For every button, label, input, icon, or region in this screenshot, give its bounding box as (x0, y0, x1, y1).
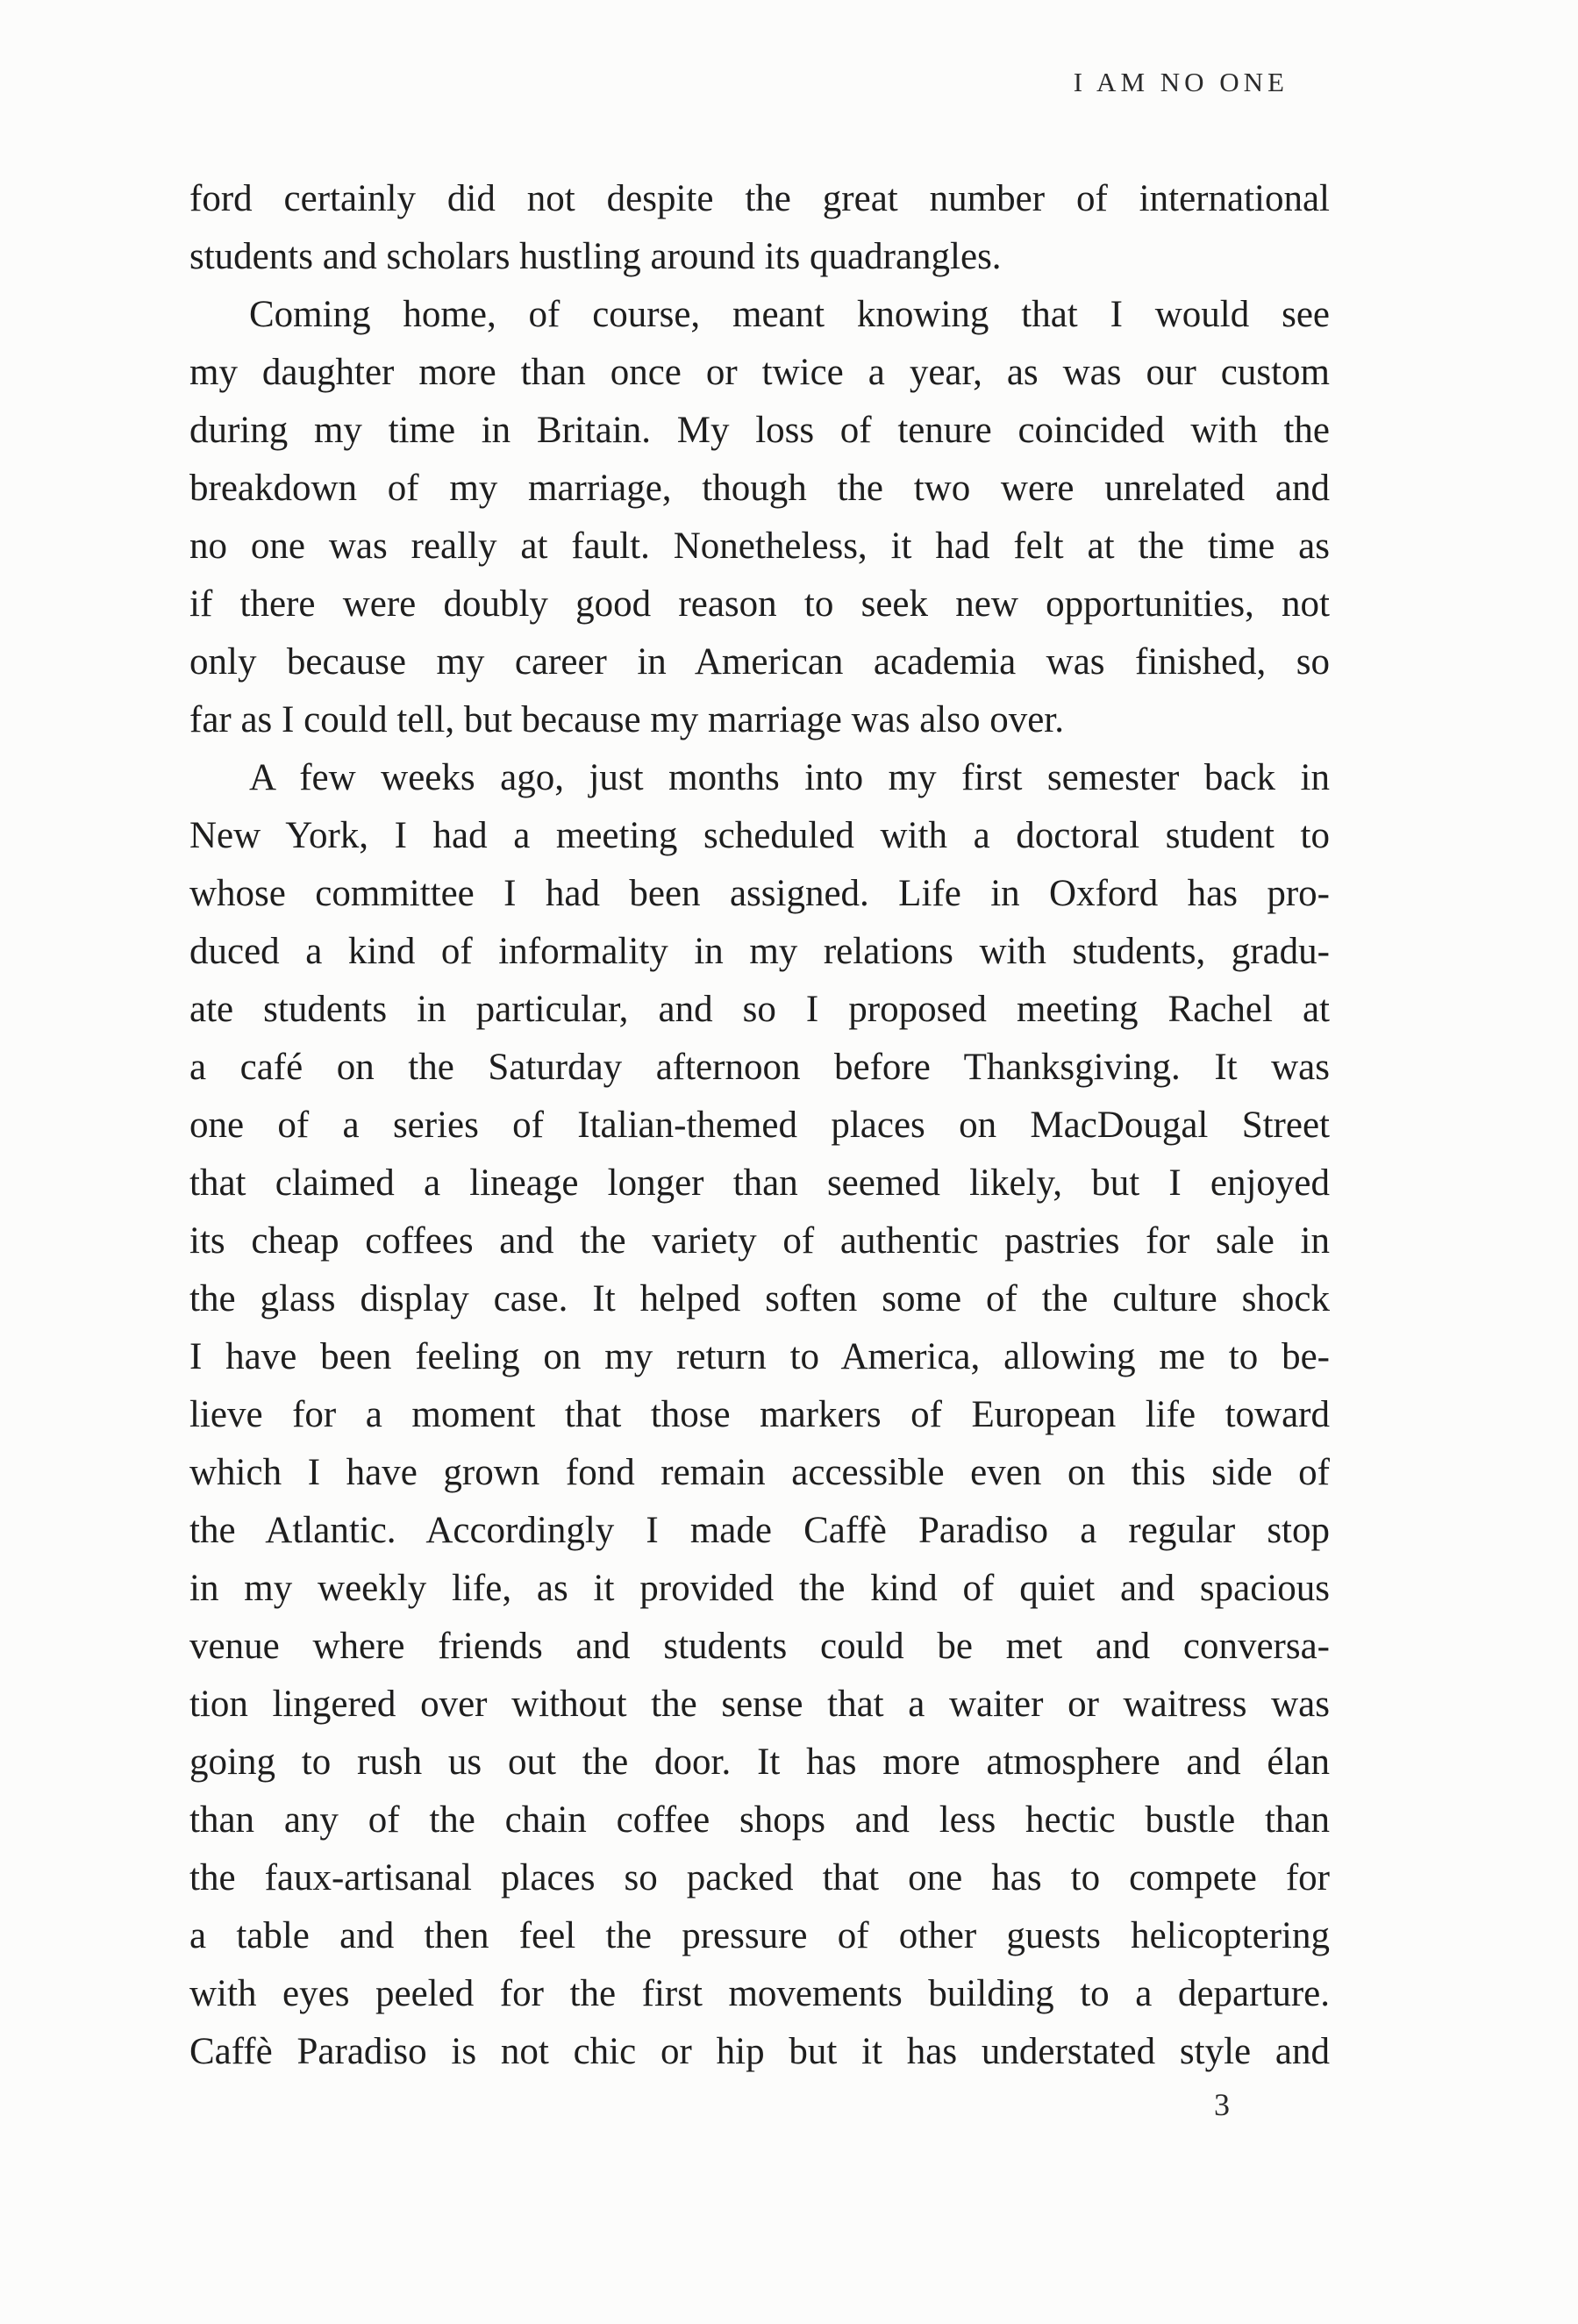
text-line: far as I could tell, but because my marriage was also over. (189, 699, 1064, 740)
text-line: breakdown of my marriage, though the two were unrelated and (189, 468, 1330, 509)
text-line: during my time in Britain. My loss of tenure coincided with the (189, 410, 1330, 451)
text-line: A few weeks ago, just months into my first semester back in (249, 757, 1330, 798)
text-line: in my weekly life, as it provided the kind of quiet and spacious (189, 1568, 1330, 1609)
text-line: if there were doubly good reason to seek new opportunities, not (189, 583, 1330, 625)
page-number: 3 (1214, 2087, 1230, 2122)
text-line: ate students in particular, and so I proposed meeting Rachel at (189, 989, 1330, 1030)
text-line: students and scholars hustling around its quadrangles. (189, 236, 1002, 277)
text-line: the glass display case. It helped soften some of the culture shock (189, 1278, 1330, 1319)
text-line: only because my career in American academia was finished, so (189, 641, 1330, 683)
text-line: a café on the Saturday afternoon before Thanksgiving. It was (189, 1047, 1330, 1088)
running-head: I AM NO ONE (1073, 67, 1289, 97)
text-line: than any of the chain coffee shops and less hectic bustle than (189, 1799, 1330, 1841)
text-line: whose committee I had been assigned. Life in Oxford has pro- (189, 873, 1330, 914)
text-line: Coming home, of course, meant knowing that I would see (249, 294, 1330, 335)
text-line: ford certainly did not despite the great number of international (189, 178, 1330, 219)
text-line: lieve for a moment that those markers of European life toward (189, 1394, 1330, 1435)
text-line: venue where friends and students could be met and conversa- (189, 1626, 1330, 1667)
text-line: a table and then feel the pressure of other guests helicoptering (189, 1915, 1330, 1956)
text-line: I have been feeling on my return to America, allowing me to be- (189, 1336, 1330, 1377)
text-line: duced a kind of informality in my relations with students, gradu- (189, 931, 1330, 972)
text-line: that claimed a lineage longer than seemed likely, but I enjoyed (189, 1162, 1330, 1204)
text-line: New York, I had a meeting scheduled with a doctoral student to (189, 815, 1330, 856)
text-line: with eyes peeled for the first movements building to a departure. (189, 1973, 1330, 2014)
text-line: Caffè Paradiso is not chic or hip but it has understated style and (189, 2031, 1330, 2072)
text-line: the Atlantic. Accordingly I made Caffè Paradiso a regular stop (189, 1510, 1330, 1551)
text-line: my daughter more than once or twice a year, as was our custom (189, 352, 1330, 393)
text-line: the faux-artisanal places so packed that one has to compete for (189, 1857, 1330, 1899)
text-line: its cheap coffees and the variety of authentic pastries for sale in (189, 1220, 1330, 1262)
text-line: going to rush us out the door. It has more atmosphere and élan (189, 1741, 1330, 1783)
text-line: tion lingered over without the sense that a waiter or waitress was (189, 1684, 1330, 1725)
body-text (189, 170, 1330, 2081)
text-line: one of a series of Italian-themed places on MacDougal Street (189, 1105, 1330, 1146)
text-line: no one was really at fault. Nonetheless, it had felt at the time as (189, 526, 1330, 567)
text-line: which I have grown fond remain accessible even on this side of (189, 1452, 1330, 1493)
